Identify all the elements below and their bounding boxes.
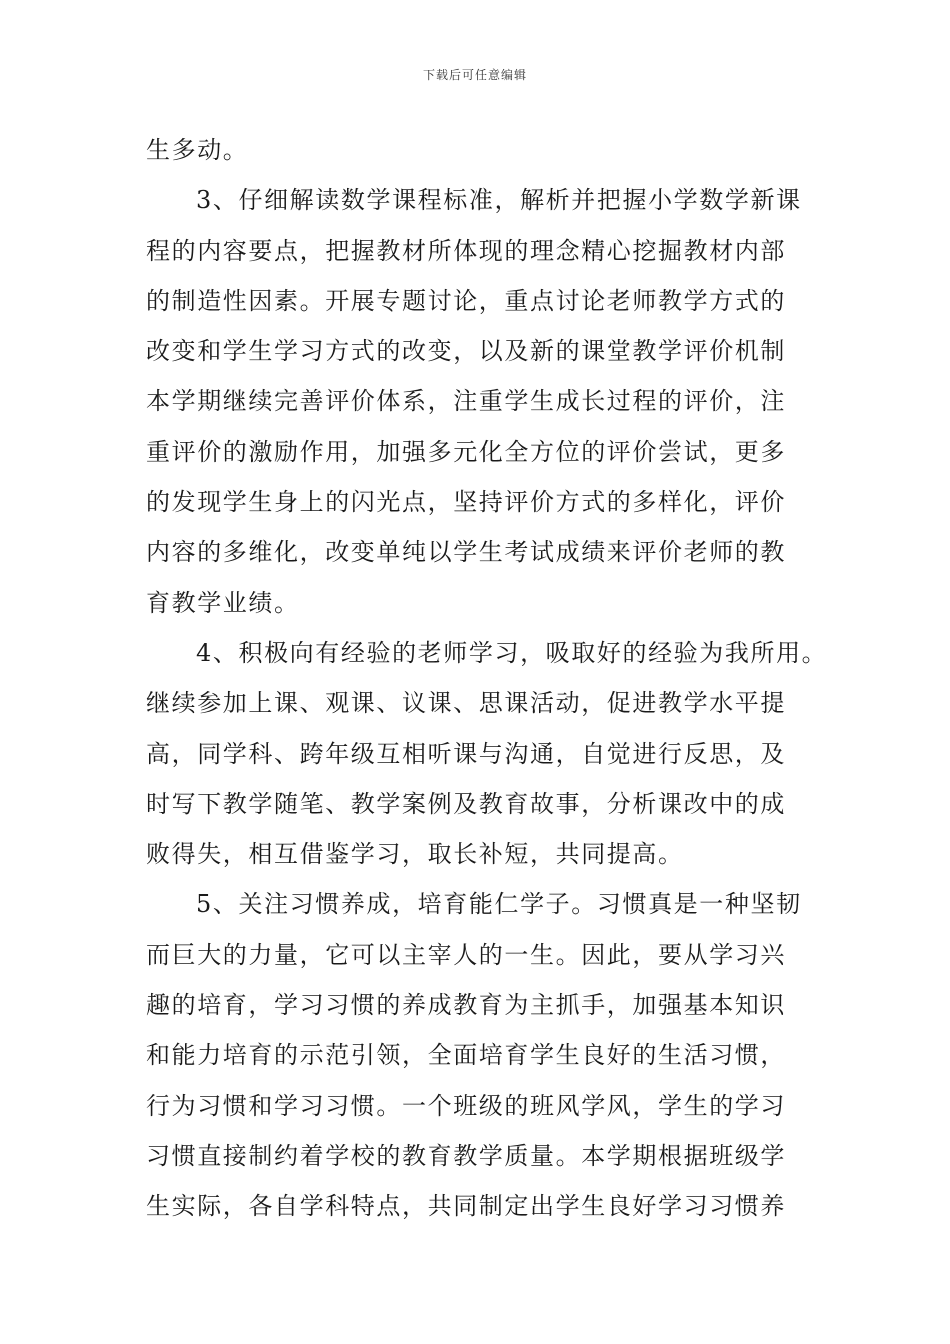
text-line: 3、仔细解读数学课程标准，解析并把握小学数学新课 [196, 186, 802, 215]
text-line: 程的内容要点，把握教材所体现的理念精心挖掘教材内部 [146, 236, 786, 265]
text-line: 改变和学生学习方式的改变，以及新的课堂教学评价机制 [146, 337, 786, 366]
text-line: 时写下教学随笔、教学案例及教育故事，分析课改中的成 [146, 789, 786, 818]
text-line: 习惯直接制约着学校的教育教学质量。本学期根据班级学 [146, 1141, 786, 1170]
text-line: 4、积极向有经验的老师学习，吸取好的经验为我所用。 [196, 638, 828, 667]
text-line: 趣的培育，学习习惯的养成教育为主抓手，加强基本知识 [146, 991, 786, 1020]
text-line: 5、关注习惯养成，培育能仁学子。习惯真是一种坚韧 [196, 890, 802, 919]
text-line: 的发现学生身上的闪光点，坚持评价方式的多样化，评价 [146, 488, 786, 517]
text-line: 生实际，各自学科特点，共同制定出学生良好学习习惯养 [146, 1192, 786, 1221]
text-line: 育教学业绩。 [146, 588, 300, 617]
text-line: 和能力培育的示范引领，全面培育学生良好的生活习惯， [146, 1041, 786, 1070]
document-body [146, 125, 828, 1232]
text-line: 而巨大的力量，它可以主宰人的一生。因此，要从学习兴 [146, 940, 786, 969]
text-line: 内容的多维化，改变单纯以学生考试成绩来评价老师的教 [146, 538, 786, 567]
text-line: 继续参加上课、观课、议课、思课活动，促进教学水平提 [146, 689, 786, 718]
text-line: 的制造性因素。开展专题讨论，重点讨论老师教学方式的 [146, 286, 786, 315]
text-line: 生多动。 [146, 136, 249, 164]
page-header: 下载后可任意编辑 [422, 68, 527, 82]
text-line: 本学期继续完善评价体系，注重学生成长过程的评价，注 [146, 387, 786, 416]
text-line: 行为习惯和学习习惯。一个班级的班风学风，学生的学习 [146, 1091, 786, 1120]
text-line: 重评价的激励作用，加强多元化全方位的评价尝试，更多 [146, 437, 786, 466]
text-line: 高，同学科、跨年级互相听课与沟通，自觉进行反思，及 [146, 739, 786, 768]
text-line: 败得失，相互借鉴学习，取长补短，共同提高。 [146, 840, 684, 869]
